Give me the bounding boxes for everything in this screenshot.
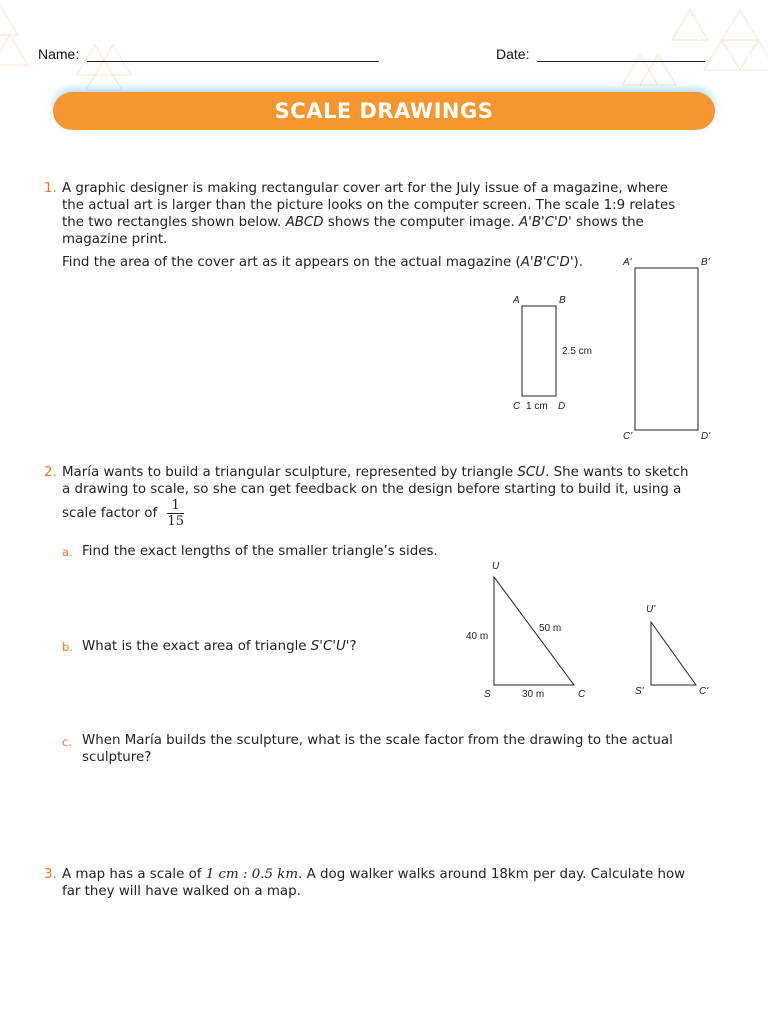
question-3-text (62, 866, 742, 900)
q1-line-4: magazine print. (62, 232, 168, 247)
label-u: U (492, 561, 500, 572)
label-c: C (513, 401, 521, 412)
label-50m: 50 m (539, 623, 562, 634)
q2-scale-factor: scale factor of $\frac{1}{15}$ (62, 498, 184, 529)
label-u-prime: U' (646, 604, 656, 615)
label-c-prime: C' (623, 431, 633, 442)
label-a: A (513, 295, 520, 306)
label-b-prime: B' (701, 257, 710, 268)
label-b: B (559, 295, 566, 306)
question-2-text (62, 464, 742, 498)
q2-line-1: María wants to build a triangular sculpture, represented by triangle SCU. She wants to sketch (62, 465, 689, 480)
question-3-number: 3. (44, 867, 57, 882)
page-title: SCALE DRAWINGS (274, 99, 494, 123)
label-c-tri: C (578, 689, 586, 700)
label-height: 2.5 cm (562, 346, 593, 357)
part-c-text: When María builds the sculpture, what is the scale factor from the drawing to the actual sculpture? (82, 733, 673, 765)
triangles-figure (460, 555, 720, 705)
name-field (38, 46, 379, 62)
q3-line-1: A map has a scale of 1 cm : 0.5 km. A dog walker walks around 18km per day. Calculate how (62, 867, 686, 882)
date-line[interactable] (537, 47, 705, 62)
label-width: 1 cm (526, 401, 548, 412)
q1-line-3: the two rectangles shown below. ABCD shows the computer image. A'B'C'D' shows the (62, 215, 644, 230)
label-c-prime-tri: C' (699, 686, 709, 697)
triangle-scu-prime (651, 622, 696, 685)
label-d: D (558, 401, 566, 412)
label-s: S (484, 689, 491, 700)
name-label: Name: (38, 46, 80, 62)
part-b-number: b. (62, 640, 73, 654)
label-a-prime: A' (623, 257, 632, 268)
part-b-text: What is the exact area of triangle S'C'U'? (82, 639, 357, 654)
q1-line-2: the actual art is larger than the picture looks on the computer screen. The scale 1:9 relates (62, 198, 676, 213)
q2-line-2: a drawing to scale, so she can get feedback on the design before starting to build it, using a (62, 482, 682, 497)
label-d-prime: D' (701, 431, 711, 442)
rectangle-abcd (522, 306, 556, 396)
triangle-scu (494, 577, 574, 685)
question-1-number: 1. (44, 181, 57, 196)
part-c-number: c. (62, 735, 72, 749)
date-field (496, 46, 705, 62)
scale-expression: 1 cm : 0.5 km (205, 867, 299, 882)
q3-line-2: far they will have walked on a map. (62, 884, 301, 899)
name-line[interactable] (87, 47, 379, 62)
part-a-number: a. (62, 545, 73, 559)
part-a-text: Find the exact lengths of the smaller triangle’s sides. (82, 544, 438, 559)
rectangle-abcd-prime (635, 268, 698, 430)
label-40m: 40 m (466, 631, 489, 642)
title-banner (53, 92, 715, 130)
date-label: Date: (496, 46, 530, 62)
q1-line-1: A graphic designer is making rectangular cover art for the July issue of a magazine, where (62, 181, 669, 196)
label-s-prime: S' (635, 686, 644, 697)
label-30m: 30 m (522, 689, 545, 700)
fraction-1-15: $\frac{1}{15}$ (167, 498, 184, 529)
question-1-prompt: Find the area of the cover art as it appears on the actual magazine (A'B'C'D'). (62, 255, 583, 270)
rectangles-figure (500, 250, 730, 450)
question-1-text (62, 180, 742, 248)
question-2-number: 2. (44, 465, 57, 480)
